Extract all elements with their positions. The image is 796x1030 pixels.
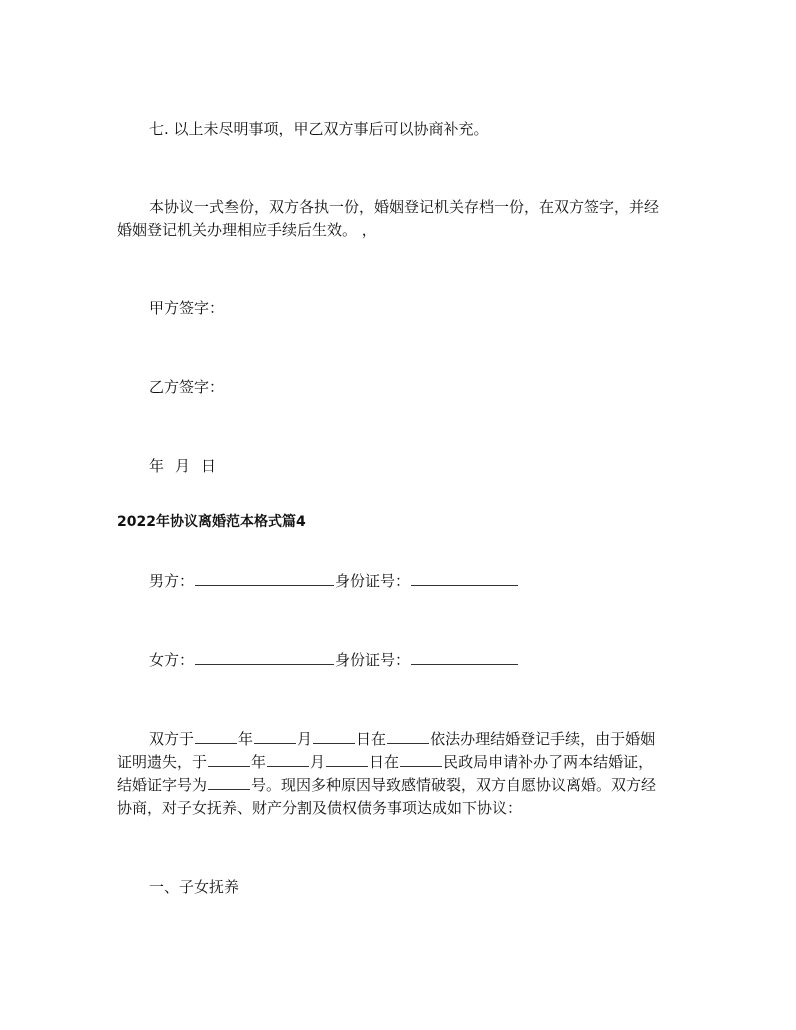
place-blank [387,728,429,744]
year-blank [208,751,250,767]
para-year: 年 [238,730,254,748]
female-label: 女方： [149,651,195,669]
day-blank [313,728,355,744]
month-blank [267,751,309,767]
clause-7: 七. 以上未尽明事项，甲乙双方事后可以协商补充。 [149,120,489,138]
party-b-signature-label: 乙方签字： [149,378,225,396]
para-year: 年 [251,753,267,771]
date-year: 年 [149,457,165,475]
male-id-label: 身份证号： [335,572,411,590]
para-text: 号。现因多种原因导致感情破裂，双方自愿协议离婚。双方经 [251,776,657,794]
copies-paragraph-line-1: 本协议一式叁份，双方各执一份，婚姻登记机关存档一份，在双方签字，并经 [149,198,660,216]
male-id-blank [411,570,518,586]
female-name-blank [195,649,334,665]
female-id-label: 身份证号： [335,651,411,669]
date-day: 日 [201,457,217,475]
para-text: 民政局申请补办了两本结婚证， [443,753,654,771]
para-day-at: 日在 [369,753,400,771]
male-label: 男方： [149,572,195,590]
para-month: 月 [310,753,326,771]
male-name-blank [195,570,334,586]
copies-paragraph-line-2: 婚姻登记机关办理相应手续后生效。 ， [117,221,377,239]
date-month: 月 [175,457,191,475]
para-text: 双方于 [149,730,195,748]
signature-date [149,455,216,477]
item-1-child-custody: 一、子女抚养 [149,878,240,896]
month-blank [254,728,296,744]
section-heading: 2022年协议离婚范本格式篇4 [117,514,306,530]
para-day-at: 日在 [356,730,387,748]
female-id-blank [411,649,518,665]
marriage-paragraph-line-2 [117,751,653,773]
para-month: 月 [297,730,313,748]
certificate-number-blank [208,774,250,790]
female-info-line [149,649,519,671]
marriage-paragraph-line-3 [117,774,656,796]
day-blank [326,751,368,767]
male-info-line [149,570,519,592]
marriage-paragraph-line-1 [149,728,655,750]
para-text: 证明遗失，于 [117,753,208,771]
party-a-signature-label: 甲方签字： [149,299,225,317]
bureau-blank [400,751,442,767]
para-text: 依法办理结婚登记手续，由于婚姻 [430,730,656,748]
marriage-paragraph-line-4: 协商，对子女抚养、财产分割及债权债务事项达成如下协议： [117,799,523,817]
para-text: 结婚证字号为 [117,776,208,794]
year-blank [195,728,237,744]
